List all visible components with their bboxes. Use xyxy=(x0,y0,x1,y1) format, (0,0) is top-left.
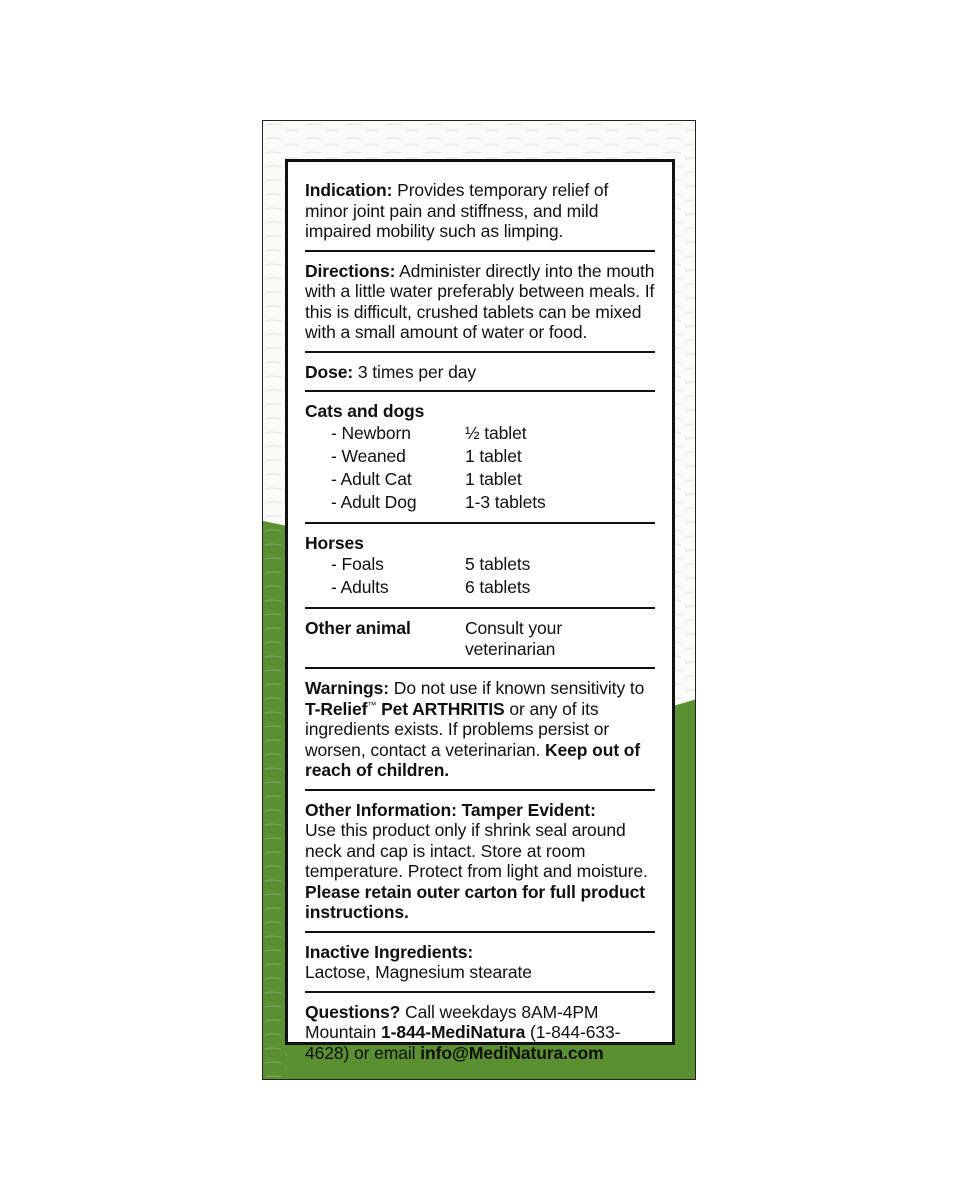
dose-amount: 1 tablet xyxy=(465,468,522,489)
dose-text: 3 times per day xyxy=(353,361,477,382)
indication-text: Provides temporary relief of minor joint pain and stiffness, and mild impaired mobility such as limping. xyxy=(305,180,609,241)
animal-stage: - Adults xyxy=(331,577,389,597)
directions-label: Directions: xyxy=(305,260,396,281)
animal-stage: - Newborn xyxy=(331,422,411,443)
other-info-text: Use this product only if shrink seal around neck and cap is intact. Store at room temperature. Protect from light and moisture. xyxy=(305,820,648,881)
dose-row xyxy=(305,468,655,491)
dose-row xyxy=(305,576,655,599)
inactive-text: Lactose, Magnesium stearate xyxy=(305,962,532,982)
dose-row xyxy=(305,422,655,445)
animal-stage: - Foals xyxy=(331,554,384,574)
animal-stage: - Adult Cat xyxy=(331,468,412,489)
other-info-label: Other Information: Tamper Evident: xyxy=(305,799,596,820)
other-animal-section xyxy=(305,618,655,669)
trademark-symbol: ™ xyxy=(367,699,377,710)
product-name: Pet ARTHRITIS xyxy=(376,698,505,719)
brand-name: T-Relief xyxy=(305,698,368,719)
directions-text: Administer directly into the mouth with a little water preferably between meals. If this is difficult, crushed tablets can be mixed with a small amount of water or food. xyxy=(305,260,655,342)
keep-out-warning: Keep out of reach of children. xyxy=(305,739,641,780)
retain-carton-note: Please retain outer carton for full product instructions. xyxy=(305,881,645,922)
cats-dogs-section xyxy=(305,401,655,524)
dose-amount: 6 tablets xyxy=(465,577,531,597)
inactive-ingredients-section xyxy=(305,942,655,993)
dose-amount: 1 tablet xyxy=(465,445,522,466)
questions-text-2: (1-844-633-4628) or email xyxy=(305,1022,621,1063)
warnings-text-2: or any of its ingredients exists. If problems persist or worsen, contact a veterinarian. xyxy=(305,698,610,760)
horses-section xyxy=(305,533,655,610)
indication-section xyxy=(305,180,655,252)
dose-row xyxy=(305,491,655,514)
other-information-section xyxy=(305,800,655,933)
dose-amount: 5 tablets xyxy=(465,554,531,574)
package-panel xyxy=(262,120,696,1080)
animal-stage: - Adult Dog xyxy=(331,491,417,512)
questions-section xyxy=(305,1002,655,1072)
warnings-label: Warnings: xyxy=(305,678,390,698)
horses-title: Horses xyxy=(305,532,364,553)
dose-label: Dose: xyxy=(305,361,354,382)
questions-text-1: Call weekdays 8AM-4PM Mountain xyxy=(305,1001,599,1042)
dose-amount: 1-3 tablets xyxy=(465,491,546,512)
dose-amount: ½ tablet xyxy=(465,422,527,443)
animal-stage: - Weaned xyxy=(331,445,406,466)
questions-label: Questions? xyxy=(305,1001,401,1022)
directions-section xyxy=(305,261,655,353)
dose-section xyxy=(305,362,655,393)
inactive-label: Inactive Ingredients: xyxy=(305,941,474,962)
other-animal-text: Consult your veterinarian xyxy=(465,618,563,659)
other-animal-label: Other animal xyxy=(305,618,411,638)
phone-number: 1-844-MediNatura xyxy=(380,1022,526,1042)
drug-facts-label xyxy=(285,159,675,1063)
warnings-section xyxy=(305,678,655,791)
email-address: info@MediNatura.com xyxy=(420,1042,604,1063)
cats-dogs-title: Cats and dogs xyxy=(305,401,425,421)
dose-row xyxy=(305,553,655,576)
dose-row xyxy=(305,445,655,468)
warnings-text-1: Do not use if known sensitivity to xyxy=(389,678,645,698)
indication-label: Indication: xyxy=(305,180,393,200)
